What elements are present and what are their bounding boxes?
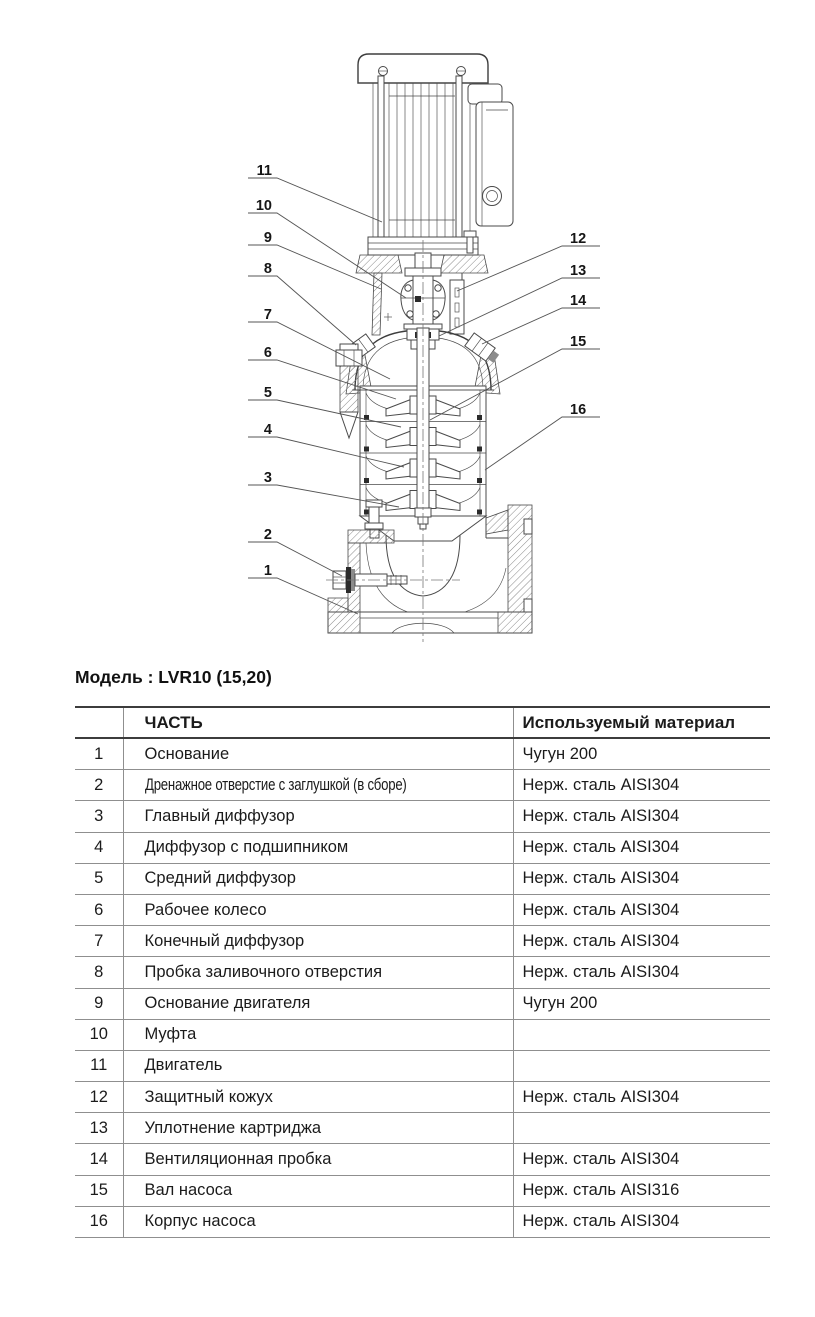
material-cell: Нерж. сталь AISI304 [513, 926, 770, 957]
part-name-cell: Рабочее колесо [123, 894, 513, 925]
part-name-cell: Пробка заливочного отверстия [123, 957, 513, 988]
material-cell: Нерж. сталь AISI304 [513, 1206, 770, 1237]
table-row [75, 1019, 770, 1050]
part-number-cell: 14 [75, 1144, 123, 1175]
svg-text:9: 9 [263, 230, 272, 246]
svg-text:8: 8 [263, 261, 272, 277]
table-row [75, 832, 770, 863]
motor-fins [373, 83, 470, 237]
material-cell: Нерж. сталь AISI304 [513, 1144, 770, 1175]
part-number-cell: 5 [75, 863, 123, 894]
material-cell: Чугун 200 [513, 988, 770, 1019]
table-row [75, 988, 770, 1019]
table-row [75, 1175, 770, 1206]
svg-text:3: 3 [263, 470, 272, 486]
part-number-cell: 7 [75, 926, 123, 957]
table-row [75, 770, 770, 801]
material-cell: Нерж. сталь AISI304 [513, 894, 770, 925]
svg-text:2: 2 [263, 527, 272, 543]
table-row [75, 801, 770, 832]
svg-text:11: 11 [256, 163, 272, 179]
part-name-cell: Муфта [123, 1019, 513, 1050]
table-row [75, 957, 770, 988]
svg-text:14: 14 [570, 293, 587, 309]
table-row [75, 1206, 770, 1237]
material-cell: Чугун 200 [513, 738, 770, 770]
svg-text:1: 1 [263, 563, 272, 579]
svg-text:7: 7 [263, 307, 272, 323]
table-row [75, 926, 770, 957]
motor [356, 54, 513, 273]
part-number-cell: 1 [75, 738, 123, 770]
callout-16 [485, 402, 600, 470]
callout-8 [248, 261, 356, 345]
tie-rod [378, 76, 384, 237]
motor-base-wall [372, 273, 382, 335]
svg-text:12: 12 [570, 231, 587, 247]
part-name-cell: Диффузор с подшипником [123, 832, 513, 863]
part-name-cell: Корпус насоса [123, 1206, 513, 1237]
part-name-cell: Основание двигателя [123, 988, 513, 1019]
part-name-cell: Двигатель [123, 1050, 513, 1081]
part-name-cell: Вал насоса [123, 1175, 513, 1206]
part-number-cell: 6 [75, 894, 123, 925]
part-number-cell: 12 [75, 1082, 123, 1113]
material-cell: Нерж. сталь AISI304 [513, 957, 770, 988]
part-name-cell: Защитный кожух [123, 1082, 513, 1113]
material-cell [513, 1113, 770, 1144]
part-number-cell: 9 [75, 988, 123, 1019]
motor-pad [356, 255, 402, 273]
header-part: ЧАСТЬ [123, 707, 513, 738]
svg-text:13: 13 [570, 263, 587, 279]
part-name-cell: Основание [123, 738, 513, 770]
table-row [75, 1113, 770, 1144]
part-name-cell: Вентиляционная пробка [123, 1144, 513, 1175]
model-title: Модель : LVR10 (15,20) [75, 667, 272, 687]
part-name-cell: Конечный диффузор [123, 926, 513, 957]
table-row [75, 1050, 770, 1081]
parts-table-body [75, 738, 770, 1238]
svg-text:4: 4 [263, 422, 272, 438]
tie-rod [456, 76, 462, 237]
material-cell: Нерж. сталь AISI316 [513, 1175, 770, 1206]
part-number-cell: 10 [75, 1019, 123, 1050]
part-name-cell: Средний диффузор [123, 863, 513, 894]
table-row [75, 863, 770, 894]
material-cell [513, 1019, 770, 1050]
motor-fin-lines [389, 83, 455, 237]
material-cell: Нерж. сталь AISI304 [513, 1082, 770, 1113]
table-row [75, 738, 770, 770]
svg-text:16: 16 [570, 402, 587, 418]
motor-pad [440, 255, 488, 273]
table-row [75, 1082, 770, 1113]
part-number-cell: 2 [75, 770, 123, 801]
svg-text:10: 10 [255, 198, 272, 214]
svg-text:5: 5 [263, 385, 272, 401]
part-name-cell: Главный диффузор [123, 801, 513, 832]
svg-text:15: 15 [570, 334, 587, 350]
part-number-cell: 13 [75, 1113, 123, 1144]
part-name-cell: Уплотнение картриджа [123, 1113, 513, 1144]
part-number-cell: 4 [75, 832, 123, 863]
material-cell: Нерж. сталь AISI304 [513, 832, 770, 863]
table-header-row [75, 707, 770, 738]
svg-text:6: 6 [263, 345, 272, 361]
material-cell: Нерж. сталь AISI304 [513, 801, 770, 832]
material-cell: Нерж. сталь AISI304 [513, 770, 770, 801]
drain-plug [326, 567, 460, 593]
table-row [75, 1144, 770, 1175]
material-cell: Нерж. сталь AISI304 [513, 863, 770, 894]
header-number [75, 707, 123, 738]
header-material: Используемый материал [513, 707, 770, 738]
material-cell [513, 1050, 770, 1081]
base-ledge [348, 530, 394, 543]
part-number-cell: 3 [75, 801, 123, 832]
terminal-box [468, 84, 513, 226]
part-number-cell: 11 [75, 1050, 123, 1081]
parts-table [75, 706, 770, 1238]
callout-2 [248, 527, 342, 576]
part-number-cell: 16 [75, 1206, 123, 1237]
table-row [75, 894, 770, 925]
part-number-cell: 15 [75, 1175, 123, 1206]
part-name-cell: Дренажное отверстие с заглушкой (в сборе) [123, 770, 513, 801]
cable-gland [483, 187, 502, 206]
part-number-cell: 8 [75, 957, 123, 988]
